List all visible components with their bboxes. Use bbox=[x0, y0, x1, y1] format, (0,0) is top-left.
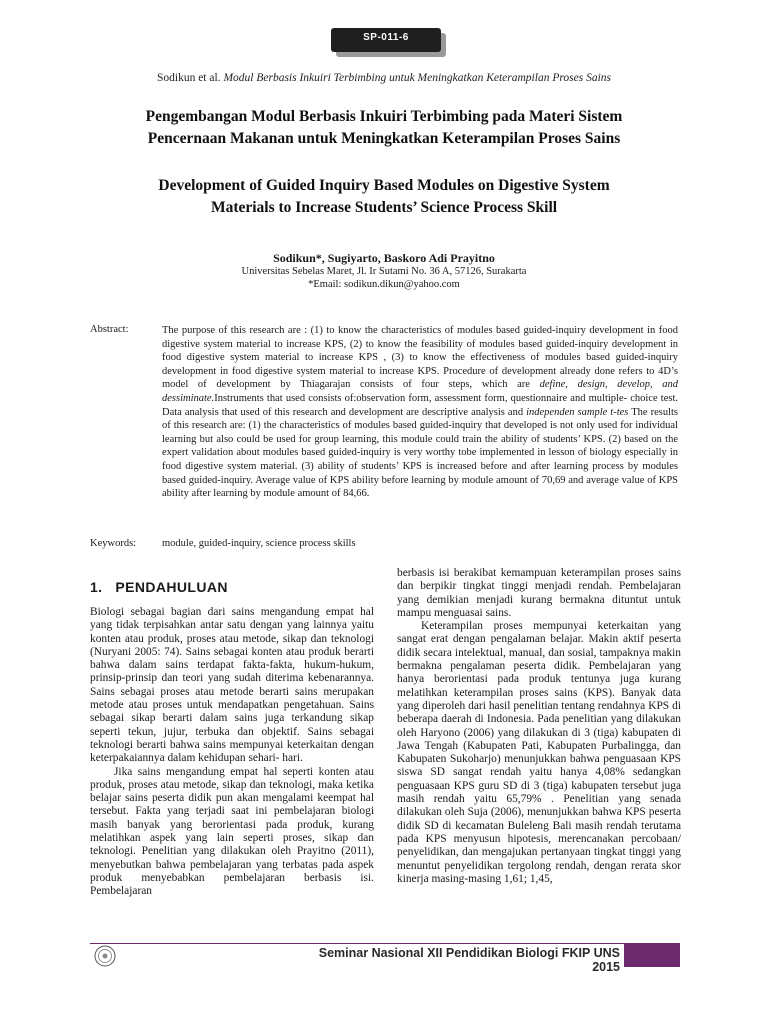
keywords-text: module, guided-inquiry, science process skills bbox=[162, 538, 356, 549]
abstract-text-1: The purpose of this research are : (1) to know the characteristics of modules based guided-inquiry development in food digestive system material to increase KPS, (2) to know the feasibility of modules based guided-inquiry development in food digestive system material to increase KPS , (3) to know the effectiveness of modules based guided-inquiry development in food digestive system material to increase KPS. Procedure of development already done refers to 4D’s model of development by Thiagarajan consists of four steps, which are bbox=[162, 325, 678, 391]
footer-rule bbox=[90, 943, 680, 944]
abstract-body bbox=[162, 324, 678, 501]
university-seal-icon bbox=[94, 945, 116, 967]
running-head-title: Modul Berbasis Inkuiri Terbimbing untuk Meningkatkan Keterampilan Proses Sains bbox=[223, 72, 612, 84]
title-english-line-2: Materials to Increase Students’ Science Process Skill bbox=[210, 199, 558, 216]
left-column bbox=[90, 606, 374, 899]
left-paragraph-1: Biologi sebagai bagian dari sains mengandung empat hal yang tidak terpisahkan antar satu dengan yang lainnya yaitu konten atau produk, proses atau metode, sikap dan teknologi (Nuryani 2005: 74). Sains sebagai konten atau produk berarti bahwa dalam sains terdapat fakta-fakta, hukum-hukum, prinsip-prinsip dan teori yang sudah diterima kebenarannya. Sains sebagai proses atau metode berarti sains merupakan metode atau proses untuk mendapatkan pengetahuan. Sains sebagai sikap berarti dalam sains juga terkandung sikap seperti tekun, jujur, terbuka dan objektif. Sains sebagai teknologi berarti bahwa sains mempunyai keterkaitan dengan keterpakaiannya dalam kehidupan sehari- hari. bbox=[90, 606, 374, 765]
author-list: Sodikun*, Sugiyarto, Baskoro Adi Prayitno bbox=[273, 251, 495, 265]
left-paragraph-2: Jika sains mengandung empat hal seperti konten atau produk, proses atau metode, sikap dan teknologi, maka ketika belajar sains peserta didik pun akan mengalami keempat hal tersebut. Fakta yang terjadi saat ini pembelajaran biologi masih banyak yang berorientasi pada produk, kurang melatihkan aspek yang lain seperti proses, sikap dan teknologi. Penelitian yang dilakukan oleh Prayitno (2011), menyebutkan bahwa pembelajaran yang terbatas pada aspek produk menyebabkan pembelajaran berbasis isi. Pembelajaran bbox=[90, 765, 374, 898]
footer-conference-name: Seminar Nasional XII Pendidikan Biologi FKIP UNS 2015 bbox=[318, 946, 620, 974]
right-paragraph-1: berbasis isi berakibat kemampuan keterampilan proses sains dan berpikir tingkat tinggi menjadi rendah. Pembelajaran yang demikian menjadi kurang bermakna dituntut untuk mampu menguasai sains. bbox=[397, 567, 681, 619]
title-indonesian-line-1: Pengembangan Modul Berbasis Inkuiri Terbimbing pada Materi Sistem bbox=[145, 108, 623, 125]
abstract-italic-1: define, design, develop, and dessiminate. bbox=[162, 379, 678, 404]
right-column bbox=[397, 567, 681, 886]
section-heading: 1. PENDAHULUAN bbox=[90, 579, 228, 595]
title-indonesian bbox=[60, 106, 708, 150]
keywords-label: Keywords: bbox=[90, 538, 137, 549]
contact-email: *Email: sodikun.dikun@yahoo.com bbox=[308, 279, 460, 290]
right-paragraph-2: Keterampilan proses mempunyai keterkaitan yang sangat erat dengan pengalaman belajar. Makin aktif peserta didik secara intelektual, manual, dan sosial, tampaknya makin bermakna pengalaman peserta didik. Pembelajaran yang hanya berorientasi pada produk tentunya juga kurang melatihkan keterampilan proses sains (KPS). Banyak data yang diperoleh dari hasil penelitian tentang rendahnya KPS di beberapa daerah di Indonesia. Pada penelitian yang dilakukan oleh Haryono (2006) yang dilakukan di 3 (tiga) kabupaten di Jawa Tengah (Kabupaten Pati, Kabupaten Purbalingga, dan Kabupaten Sukoharjo) menunjukkan bahwa penguasaan KPS siswa SD sangat rendah yaitu hanya 4,08% sedangkan penguasaan KPS guru SD di 3 (tiga) kabupaten tersebut juga masih rendah yaitu 65,79% . Penelitian yang senada dilakukan oleh Suja (2006), menunjukkan bahwa KPS peserta didik SD di kecamatan Buleleng Bali masih rendah terutama pada KPS menyusun hipotesis, merencanakan percobaan/ penyelidikan, dan mengajukan pertanyaan tingkat tinggi yang menuntut penyelidikan tergolong rendah, dengan rerata skor kinerja masing-masing 1,61; 1,45, bbox=[397, 620, 681, 885]
abstract-text-2: Instruments that used consists of:observation form, assessment form, questionnaire and multiple- choice test. Data analysis that used of this research and development are descriptive analysis and bbox=[162, 392, 678, 418]
title-indonesian-line-2: Pencernaan Makanan untuk Meningkatkan Keterampilan Proses Sains bbox=[147, 130, 621, 147]
paper-code-badge: SP-011-6 bbox=[331, 28, 441, 52]
abstract-italic-2: independen sample t-tes bbox=[526, 406, 629, 418]
title-english bbox=[60, 175, 708, 219]
abstract-label: Abstract: bbox=[90, 324, 129, 335]
footer-accent-band bbox=[624, 943, 680, 967]
abstract-text-3: The results of this research are: (1) the characteristics of modules based guided-inquiry that developed is not only used for individual learning but also could be used for group learning, this module could train the ability of students’ KPS. (2) based on the expert validation about modules based guided-inquiry is very worthy tobe implemented in lesson of biology especially in food digestive system material. (3) ability of students’ KPS is increased before and after learning process by modules based guided-inquiry. Average value of KPS ability before learning by module amount of 70,69 and average value of KPS ability after learning by module amount of 84,66. bbox=[162, 406, 678, 500]
running-head-authors: Sodikun et al. bbox=[156, 72, 221, 84]
running-head bbox=[0, 72, 768, 84]
affiliation: Universitas Sebelas Maret, Jl. Ir Sutami No. 36 A, 57126, Surakarta bbox=[241, 266, 527, 277]
title-english-line-1: Development of Guided Inquiry Based Modules on Digestive System bbox=[158, 177, 610, 194]
